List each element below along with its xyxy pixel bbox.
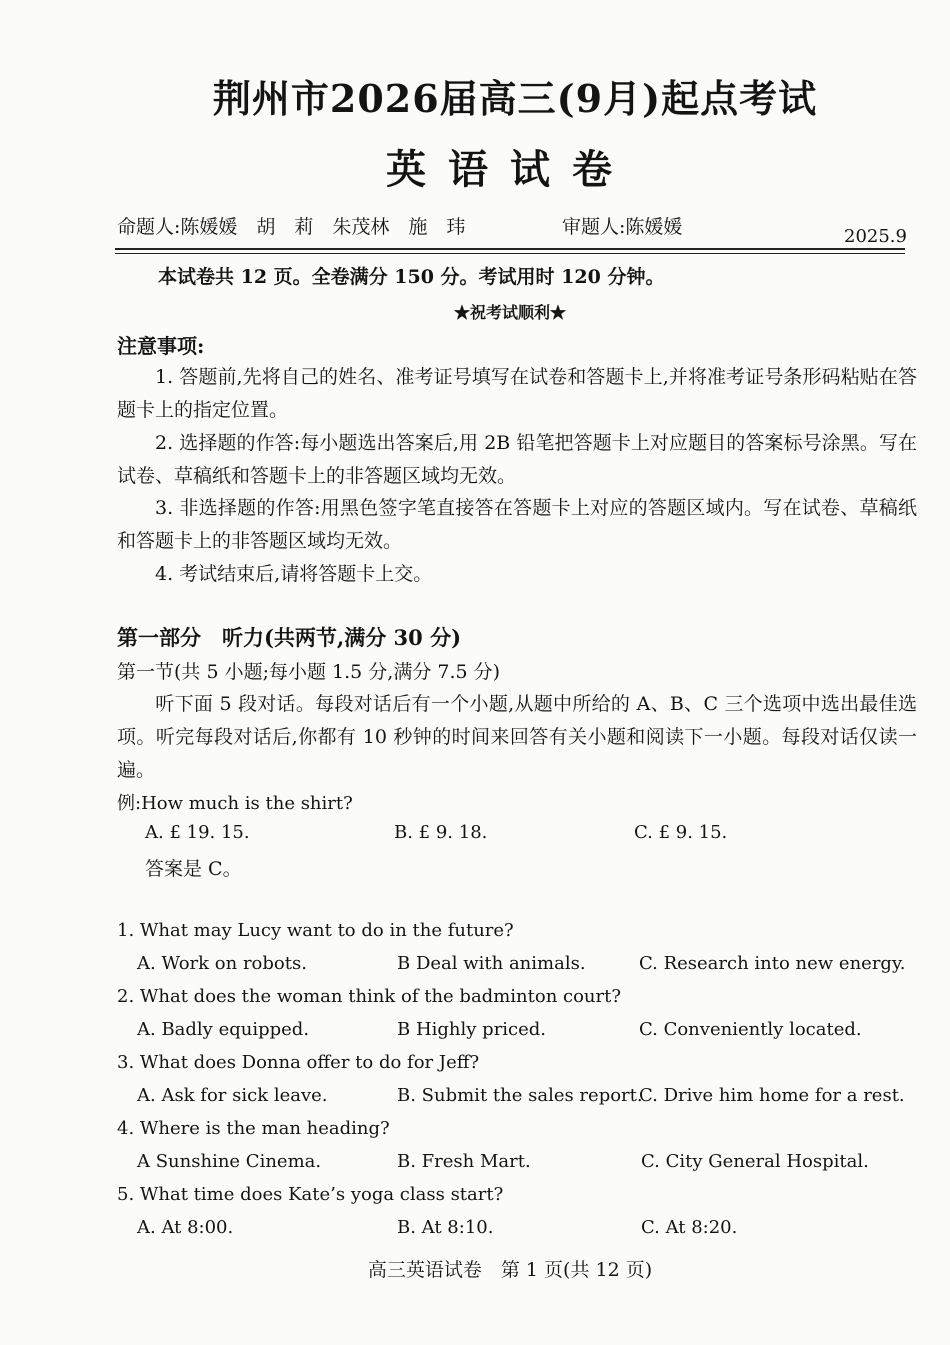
question-3-option-a: A. Ask for sick leave. xyxy=(137,1085,328,1106)
question-5-option-a: A. At 8:00. xyxy=(137,1217,234,1238)
notice-item-3: 3. 非选择题的作答:用黑色签字笔直接答在答题卡上对应的答题区域内。写在试卷、草稿纸和答题卡上的非答题区域均无效。 xyxy=(117,497,917,552)
question-4-option-b: B. Fresh Mart. xyxy=(397,1151,531,1172)
page-footer: 高三英语试卷 第 1 页(共 12 页) xyxy=(367,1259,653,1281)
question-1-option-c: C. Research into new energy. xyxy=(639,953,906,974)
example-question: 例:How much is the shirt? xyxy=(117,793,353,814)
notice-item-4: 4. 考试结束后,请将答题卡上交。 xyxy=(155,563,433,585)
header-divider-thin xyxy=(115,253,905,254)
exam-info: 本试卷共 12 页。全卷满分 150 分。考试用时 120 分钟。 xyxy=(158,266,665,288)
notice-item-1: 1. 答题前,先将自己的姓名、准考证号填写在试卷和答题卡上,并将准考证号条形码粘贴在答题卡上的指定位置。 xyxy=(117,366,917,421)
question-2-option-c: C. Conveniently located. xyxy=(639,1019,862,1040)
good-luck-banner: ★祝考试顺利★ xyxy=(453,303,566,322)
exam-subtitle: 英语试卷 xyxy=(386,146,634,193)
header-divider xyxy=(115,248,905,250)
question-2-option-a: A. Badly equipped. xyxy=(137,1019,310,1040)
exam-title: 荆州市2026届高三(9月)起点考试 xyxy=(212,76,818,121)
part1-title: 第一部分 听力(共两节,满分 30 分) xyxy=(117,625,462,650)
question-1-option-a: A. Work on robots. xyxy=(137,953,307,974)
notice-item-2: 2. 选择题的作答:每小题选出答案后,用 2B 铅笔把答题卡上对应题目的答案标号涂黑。写在试卷、草稿纸和答题卡上的非答题区域均无效。 xyxy=(117,432,917,487)
question-1: 1. What may Lucy want to do in the future? xyxy=(117,920,514,941)
question-5: 5. What time does Kate’s yoga class start? xyxy=(117,1184,504,1205)
question-4-option-a: A Sunshine Cinema. xyxy=(137,1151,322,1172)
question-2: 2. What does the woman think of the badminton court? xyxy=(117,986,622,1007)
question-5-option-c: C. At 8:20. xyxy=(641,1217,738,1238)
question-2-option-b: B Highly priced. xyxy=(397,1019,547,1040)
notice-heading: 注意事项: xyxy=(117,334,205,358)
question-3: 3. What does Donna offer to do for Jeff? xyxy=(117,1052,480,1073)
example-option-b: B. £ 9. 18. xyxy=(394,822,488,843)
question-3-option-b: B. Submit the sales report. xyxy=(397,1085,643,1106)
example-option-a: A. £ 19. 15. xyxy=(145,822,250,843)
reviewer-line: 审题人:陈媛媛 xyxy=(562,216,683,238)
authors-line: 命题人:陈媛媛 胡 莉 朱茂林 施 玮 xyxy=(117,216,466,238)
question-1-option-b: B Deal with animals. xyxy=(397,953,586,974)
listening-instructions: 听下面 5 段对话。每段对话后有一个小题,从题中所给的 A、B、C 三个选项中选出最佳选项。听完每段对话后,你都有 10 秒钟的时间来回答有关小题和阅读下一小题。每段对话仅读一遍。 xyxy=(117,693,917,781)
question-4: 4. Where is the man heading? xyxy=(117,1118,390,1139)
exam-date: 2025.9 xyxy=(844,226,907,247)
example-option-c: C. £ 9. 15. xyxy=(634,822,728,843)
question-3-option-c: C. Drive him home for a rest. xyxy=(639,1085,905,1106)
question-5-option-b: B. At 8:10. xyxy=(397,1217,494,1238)
question-4-option-c: C. City General Hospital. xyxy=(641,1151,869,1172)
section1-title: 第一节(共 5 小题;每小题 1.5 分,满分 7.5 分) xyxy=(117,661,501,683)
example-answer: 答案是 C。 xyxy=(145,858,242,880)
